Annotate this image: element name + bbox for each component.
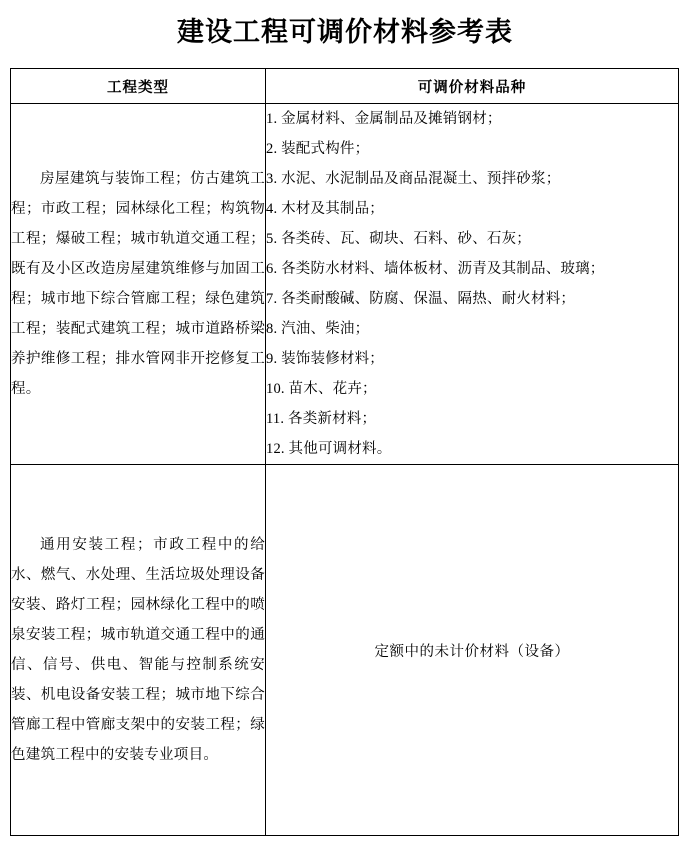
list-item: 4. 木材及其制品； <box>266 201 384 217</box>
list-item: 11. 各类新材料； <box>266 411 377 427</box>
list-item: 2. 装配式构件； <box>266 141 370 157</box>
list-item: 10. 苗木、花卉； <box>266 381 377 397</box>
list-item: 5. 各类砖、瓦、砌块、石料、砂、石灰； <box>266 231 531 247</box>
table-header-row <box>11 69 679 104</box>
table-row <box>11 104 679 465</box>
cell-category-construction <box>11 104 266 465</box>
category-text: 房屋建筑与装饰工程；仿古建筑工程；市政工程；园林绿化工程；构筑物工程；爆破工程；城市轨道交通工程；既有及小区改造房屋建筑维修与加固工程；城市地下综合管廊工程；绿色建筑工程；装配式建筑工程；城市道路桥梁养护维修工程；排水管网非开挖修复工程。 <box>11 171 265 397</box>
column-header-category: 工程类型 <box>11 69 266 104</box>
cell-category-installation <box>11 465 266 836</box>
category-text: 通用安装工程；市政工程中的给水、燃气、水处理、生活垃圾处理设备安装、路灯工程；园林绿化工程中的喷泉安装工程；城市轨道交通工程中的通信、信号、供电、智能与控制系统安装、机电设备安装工程；城市地下综合管廊工程中管廊支架中的安装工程；绿色建筑工程中的安装专业项目。 <box>11 537 265 763</box>
list-item: 12. 其他可调材料。 <box>266 441 392 457</box>
list-item: 1. 金属材料、金属制品及摊销钢材； <box>266 111 502 127</box>
column-header-materials: 可调价材料品种 <box>266 69 679 104</box>
document-page <box>0 10 690 844</box>
list-item: 3. 水泥、水泥制品及商品混凝土、预拌砂浆； <box>266 171 561 187</box>
cell-materials-list <box>266 104 679 465</box>
list-item: 7. 各类耐酸碱、防腐、保温、隔热、耐火材料； <box>266 291 576 307</box>
table-row <box>11 465 679 836</box>
table-container <box>10 68 680 836</box>
materials-list <box>266 104 678 464</box>
cell-materials-uncosted: 定额中的未计价材料（设备） <box>266 465 679 836</box>
list-item: 8. 汽油、柴油； <box>266 321 370 337</box>
list-item: 9. 装饰装修材料； <box>266 351 384 367</box>
page-title: 建设工程可调价材料参考表 <box>177 17 513 47</box>
adjustable-material-reference-table <box>10 68 679 836</box>
list-item: 6. 各类防水材料、墙体板材、沥青及其制品、玻璃； <box>266 261 605 277</box>
